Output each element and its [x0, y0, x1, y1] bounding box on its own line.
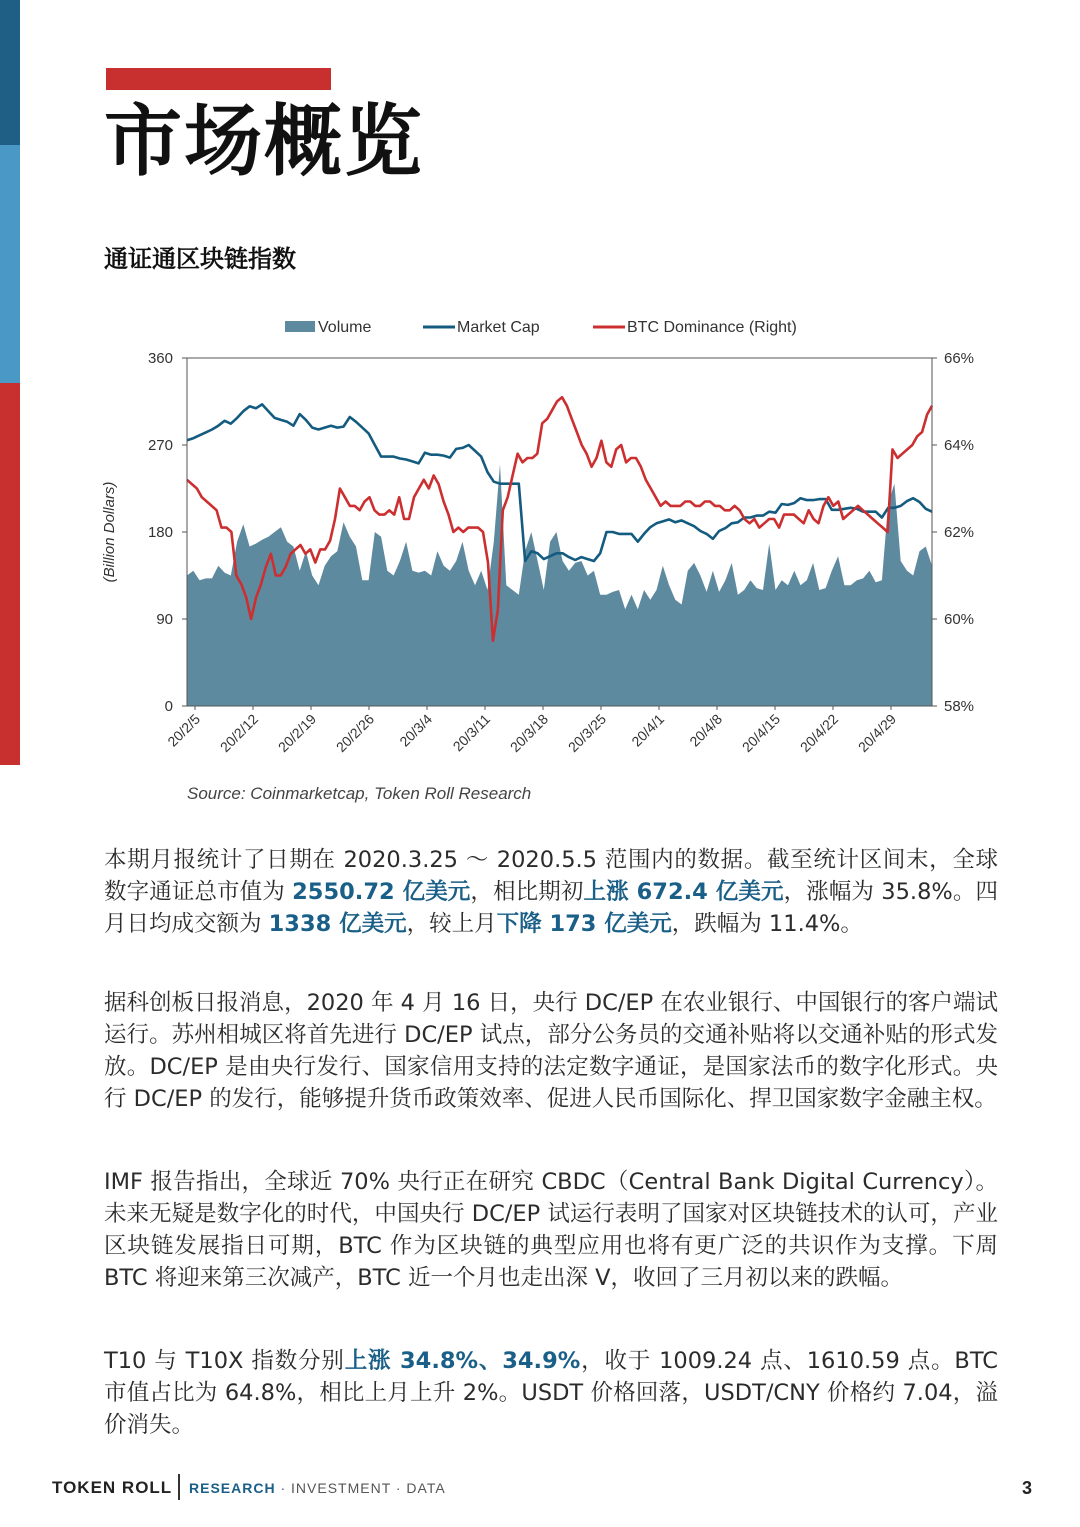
paragraph-imf: IMF 报告指出，全球近 70% 央行正在研究 CBDC（Central Bank Digital Currency）。未来无疑是数字化的时代，中国央行 DC/EP 试运行表明了国家对区块链技术的认可，产业区块链发展指日可期，BTC 作为区块链的典型应用也将有更广泛的共识作为支撑。下周 BTC 将迎来第三次减产，BTC 近一个月也走出深 V，收回了三月初以来的跌幅。: [104, 1169, 998, 1291]
highlight-cap-increase: 上涨 672.4 亿美元: [583, 879, 784, 905]
paragraph-index: T10 与 T10X 指数分别上涨 34.8%、34.9%，收于 1009.24 点、1610.59 点。BTC 市值占比为 64.8%，相比上月上升 2%。USDT 价格回落，USDT/CNY 价格约 7.04，溢价消失。: [104, 1348, 998, 1438]
x-tick-label: 20/4/1: [628, 710, 668, 750]
y2-tick-label: 62%: [944, 524, 975, 541]
x-tick-label: 20/3/4: [396, 710, 436, 750]
highlight-daily-volume: 1338 亿美元: [268, 911, 407, 937]
legend-volume: Volume: [318, 319, 372, 336]
side-bar-navy: [0, 0, 20, 145]
y2-tick-label: 64%: [944, 437, 975, 454]
chart-legend: [285, 319, 797, 336]
page-title: 市场概览: [104, 97, 425, 187]
highlight-index-increase: 上涨 34.8%、34.9%: [344, 1348, 581, 1374]
y2-tick-label: 60%: [944, 611, 975, 628]
series-market-cap-line: [187, 404, 932, 561]
footer-tagline: RESEARCH · INVESTMENT · DATA: [189, 1480, 446, 1496]
x-tick-label: 20/3/11: [449, 710, 494, 755]
y-tick-label: 90: [156, 611, 173, 628]
paragraph-dcep: 据科创板日报消息，2020 年 4 月 16 日，央行 DC/EP 在农业银行、中国银行的客户端试运行。苏州相城区将首先进行 DC/EP 试点，部分公务员的交通补贴将以交通补贴的形式发放。DC/EP 是由央行发行、国家信用支持的法定数字通证，是国家法币的数字化形式。央行 DC/EP 的发行，能够提升货币政策效率、促进人民币国际化、捍卫国家数字金融主权。: [104, 990, 998, 1112]
legend-market-cap: Market Cap: [457, 319, 540, 336]
x-tick-label: 20/4/8: [686, 710, 726, 750]
x-tick-label: 20/2/19: [274, 710, 320, 756]
highlight-total-cap: 2550.72 亿美元: [292, 879, 471, 905]
footer: [52, 1474, 1032, 1502]
y-tick-label: 360: [147, 350, 173, 367]
page-number: 3: [1021, 1478, 1032, 1498]
x-tick-label: 20/2/5: [164, 710, 204, 750]
paragraph-market-summary: 本期月报统计了日期在 2020.3.25 ～ 2020.5.5 范围内的数据。截至统计区间末，全球数字通证总市值为 2550.72 亿美元，相比期初上涨 672.4 亿美元，涨幅为 35.8%。四月日均成交额为 1338 亿美元，较上月下降 173 亿美元，跌幅为 11.4%。: [104, 847, 998, 937]
y-tick-label: 0: [164, 698, 173, 715]
x-tick-label: 20/3/25: [564, 710, 610, 756]
footer-brand: TOKEN ROLL: [52, 1478, 173, 1497]
y2-tick-label: 66%: [944, 350, 975, 367]
series-volume-area: [187, 464, 932, 706]
legend-volume-swatch: [285, 321, 315, 332]
x-tick-label: 20/4/29: [854, 710, 900, 756]
legend-btc-dominance: BTC Dominance (Right): [627, 319, 797, 336]
section-title: 通证通区块链指数: [104, 245, 296, 273]
side-bar-blue: [0, 145, 20, 383]
y-tick-label: 270: [147, 437, 173, 454]
footer-divider: [178, 1474, 180, 1500]
y-axis-label: (Billion Dollars): [101, 481, 118, 583]
highlight-volume-decrease: 下降 173 亿美元: [496, 911, 672, 937]
chart: [90, 305, 990, 785]
x-tick-label: 20/4/15: [738, 710, 784, 756]
x-tick-label: 20/4/22: [796, 710, 842, 756]
y-tick-label: 180: [147, 524, 173, 541]
chart-source: Source: Coinmarketcap, Token Roll Research: [187, 784, 532, 803]
y2-tick-label: 58%: [944, 698, 975, 715]
side-bar-red: [0, 383, 20, 765]
x-tick-label: 20/3/18: [506, 710, 552, 756]
title-accent-bar: [106, 68, 331, 90]
x-tick-label: 20/2/12: [216, 710, 262, 756]
x-tick-label: 20/2/26: [332, 710, 378, 756]
